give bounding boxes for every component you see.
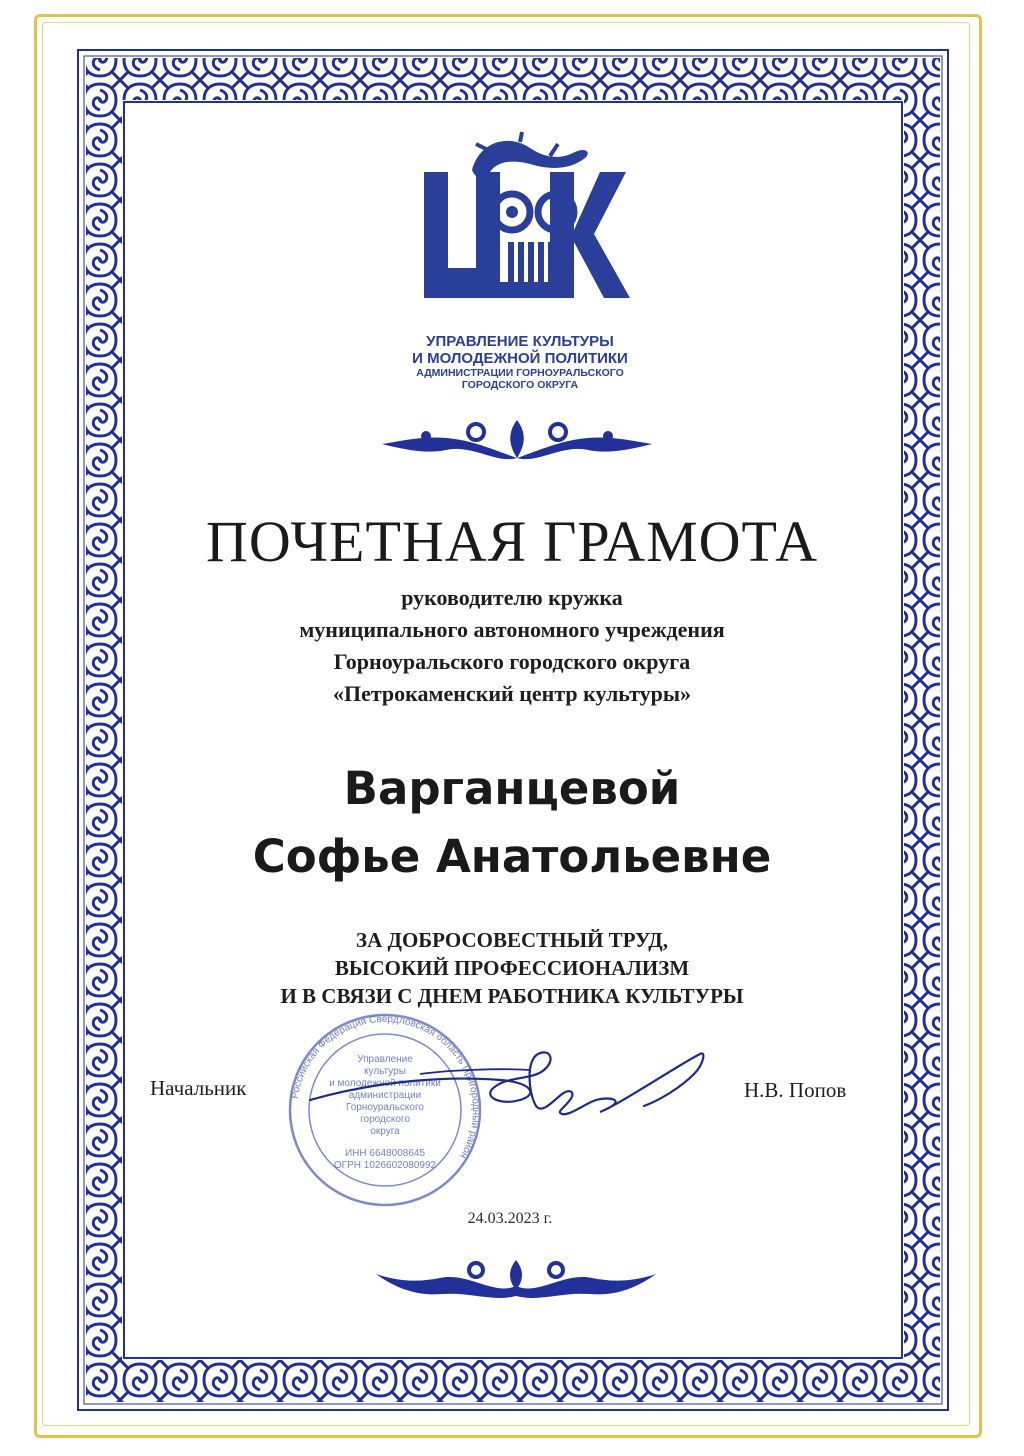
recipient-given-names: Софье Анатольевне xyxy=(252,830,772,883)
issue-date: 24.03.2023 г. xyxy=(467,1210,553,1227)
organization-logo xyxy=(380,130,660,395)
svg-text:городского: городского xyxy=(360,1114,410,1125)
svg-text:Управление: Управление xyxy=(357,1054,413,1065)
certificate-title: ПОЧЕТНАЯ ГРАМОТА xyxy=(206,509,818,574)
handwritten-signature xyxy=(300,1040,710,1130)
top-flourish-ornament xyxy=(376,414,658,470)
recipient-role-line-4: «Петрокаменский центр культуры» xyxy=(332,681,692,706)
signatory-position: Начальник xyxy=(150,1076,247,1100)
recipient-role-line-2: муниципального автономного учреждения xyxy=(299,617,725,642)
recipient-role-line-1: руководителю кружка xyxy=(401,585,623,610)
recipient-surname: Варганцевой xyxy=(343,762,681,815)
svg-text:и молодежной политики: и молодежной политики xyxy=(329,1078,441,1089)
svg-text:ИНН 6648008645: ИНН 6648008645 xyxy=(344,1148,426,1159)
svg-text:Российская Федерация Свердловс: Российская Федерация Свердловская область Пригородный район xyxy=(289,1013,482,1161)
svg-text:культуры: культуры xyxy=(364,1066,406,1077)
signatory-name: Н.В. Попов xyxy=(744,1078,847,1102)
award-reason-line-3: И В СВЯЗИ С ДНЕМ РАБОТНИКА КУЛЬТУРЫ xyxy=(280,984,744,1008)
logo-emblem-icon xyxy=(380,130,660,330)
svg-text:округа: округа xyxy=(370,1126,400,1137)
logo-text-line-2: И МОЛОДЕЖНОЙ ПОЛИТИКИ xyxy=(412,350,628,367)
award-reason-line-2: ВЫСОКИЙ ПРОФЕССИОНАЛИЗМ xyxy=(334,956,690,980)
svg-text:ОГРН 1026602080992: ОГРН 1026602080992 xyxy=(333,1160,437,1171)
award-reason-line-1: ЗА ДОБРОСОВЕСТНЫЙ ТРУД, xyxy=(356,928,668,952)
logo-text-line-3: АДМИНИСТРАЦИИ ГОРНОУРАЛЬСКОГО xyxy=(416,367,624,379)
logo-text-line-4: ГОРОДСКОГО ОКРУГА xyxy=(461,379,579,391)
recipient-role-line-3: Горноуральского городского округа xyxy=(333,649,691,674)
svg-text:Горноуральского: Горноуральского xyxy=(346,1102,424,1113)
logo-text-line-1: УПРАВЛЕНИЕ КУЛЬТУРЫ xyxy=(426,333,614,350)
bottom-flourish-ornament xyxy=(372,1256,660,1308)
svg-text:администрации: администрации xyxy=(348,1090,422,1101)
